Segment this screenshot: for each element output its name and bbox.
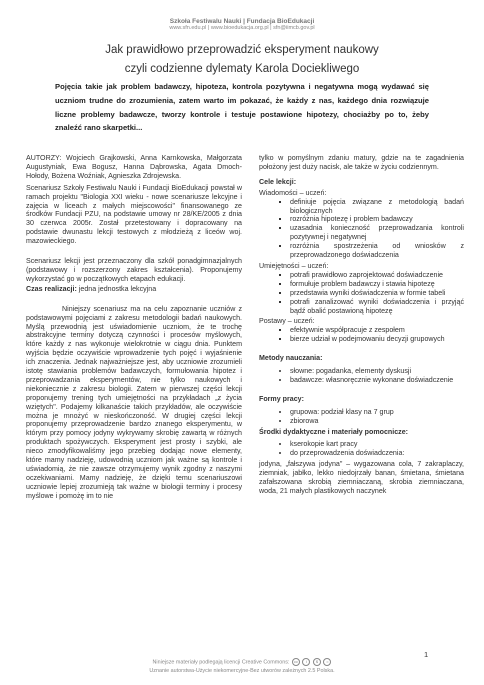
- attitudes-label: Postawy – uczeń:: [259, 317, 315, 326]
- materials-paragraph: jodyna, „fałszywa jodyna" – wygazowana cola, 7 zakraplaczy, ziemniak, jabłko, lekko niedojrzały banan, śmietana, śmietana zafałszowana skrobią ziemniaczaną, skrobia ziemniaczana, woda, 21 małych plastikowych naczynek: [259, 460, 464, 495]
- target-paragraph: [26, 257, 242, 284]
- header-links[interactable]: www.sfn.edu.pl | www.bioedukacja.org.pl | sfn@iimcb.gov.pl: [169, 25, 315, 31]
- list-item: • do przeprowadzenia doświadczenia:: [290, 449, 464, 458]
- page-header: [0, 18, 484, 32]
- list-item: ▪ formułuje problem badawczy i stawia hipotezę: [290, 280, 464, 289]
- body-paragraph: Niniejszy scenariusz ma na celu zapoznanie uczniów z podstawowymi pojęciami z zakresu metodologii badań naukowych. Myślą przewodnią jest uświadomienie uczniom, że te trochę abstrakcyjne terminy dotyczą czynności i procesów myślowych, które każdy z nas wykonuje wielokrotnie w ciągu dnia. Punktem wyjścia będzie oczywiście wprowadzenie tych pojęć i wyjaśnienie ich znaczenia. Jednak najważniejsze jest, aby uczniowie zrozumieli istotę stawiania problemów badawczych, formułowania hipotez i przeprowadzania eksperymentów, nie tylko naukowych i niekoniecznie z zakresu biologii. Zatem w pierwszej części lekcji proponujemy trening tych umiejętności na przykładach „z życia wziętych". Podajemy kilkanaście takich przykładów, ale oczywiście można je mnożyć w nieskończoność. W drugiej części lekcji proponujemy przeprowadzenie bardzo znanego eksperymentu, w którym przy pomocy jodyny wykrywamy skrobię zawartą w różnych produktach spożywczych. Eksperyment jest prosty i szybki, ale nieco zmodyfikowaliśmy jego przebieg dodając nowe elementy, które mamy nadzieję, udowodnią uczniom jak ważne są kontrole i uświadomią, że nie zawsze otrzymujemy wynik zgodny z naszymi oczekiwaniami. Mamy nadzieję, że dzięki temu scenariuszowi uczniowie lepiej zrozumieją tak ważne w biologii terminy i procesy myślowe i pomożę im to nie: [26, 304, 242, 500]
- list-item: ▪ bierze udział w podejmowaniu decyzji grupowych: [290, 335, 464, 344]
- license-line-1: [0, 658, 484, 667]
- intro-paragraph: tylko w pomyślnym zdaniu matury, gdzie na te zagadnienia położony jest duży nacisk, ale także w życiu codziennym.: [259, 154, 464, 171]
- aids-list: [259, 440, 464, 458]
- nd-icon: =: [323, 658, 331, 666]
- list-item: ▪ rozróżnia spostrzeżenia od wniosków z przeprowadzonego doświadczenia: [290, 242, 464, 260]
- list-item: • badawcze: własnoręcznie wykonane doświadczenie: [290, 376, 464, 385]
- license-line-2[interactable]: Uznanie autorstwa-Użycie niekomercyjne-Bez utworów zależnych 2.5 Polska.: [149, 667, 335, 674]
- methods-list: [259, 367, 464, 385]
- list-item: • słowne: pogadanka, elementy dyskusji: [290, 367, 464, 376]
- by-icon: i: [302, 658, 310, 666]
- nc-icon: $: [313, 658, 321, 666]
- forms-heading: Formy pracy:: [259, 394, 304, 403]
- page-number: 1: [424, 650, 429, 659]
- list-item: • grupowa: podział klasy na 7 grup: [290, 408, 464, 417]
- right-column: [259, 154, 464, 499]
- license-footer: [0, 658, 484, 675]
- target-text: Scenariusz lekcji jest przeznaczony dla szkół ponadgimnazjalnych (podstawowy i rozszerzony zakres kształcenia). Proponujemy wykorzystać go w początkowych etapach edukacji.: [26, 257, 242, 283]
- header-organization: Szkoła Festiwalu Nauki | Fundacja BioEdukacji: [169, 18, 315, 25]
- title-line-2: czyli codzienne dylematy Karola Dociekliwego: [124, 63, 360, 75]
- knowledge-label: Wiadomości – uczeń:: [259, 188, 327, 197]
- time-paragraph: [26, 285, 242, 294]
- list-item: ▪ rozróżnia hipotezę i problem badawczy: [290, 215, 464, 224]
- list-item: ▪ przedstawia wyniki doświadczenia w formie tabeli: [290, 289, 464, 298]
- methods-heading: Metody nauczania:: [259, 354, 323, 363]
- about-paragraph: Scenariusz Szkoły Festiwalu Nauki i Fundacji BioEdukacji powstał w ramach projektu "Biologia XXI wieku - nowe scenariusze lekcyjne i zajęcia w liceach z małych miejscowości" finansowanego ze środków Fundacji PZU, na podstawie umowy nr 28/KE/2005 z dnia 30 czerwca 2005r. Został przetestowany i dopracowany na podstawie dwunastu lekcji testowych z młodzieżą z liceów woj. mazowieckiego.: [26, 183, 242, 246]
- time-value: jedna jednostka lekcyjna: [76, 284, 157, 293]
- skills-list: [259, 271, 464, 316]
- goals-heading: Cele lekcji:: [259, 177, 297, 186]
- cc-icon: cc: [293, 659, 298, 664]
- list-item: ▪ potrafi prawidłowo zaprojektować doświadczenie: [290, 271, 464, 280]
- lead-paragraph: Pojęcia takie jak problem badawczy, hipoteza, kontrola pozytywna i negatywna mogą wydawać się uczniom trudne do zrozumienia, zatem warto im pokazać, że każdy z nas, każdego dnia rozwiązuje liczne problemy badawcze, tworzy kontrole i testuje postawione hipotezy, chociażby po to, żeby znaleźć rano skarpetki...: [55, 82, 429, 133]
- list-item: ▪ potrafi zanalizować wyniki doświadczenia i przyjąć bądź obalić postawioną hipotezę: [290, 298, 464, 316]
- list-item: ▪ uzasadnia konieczność przeprowadzania kontroli pozytywnej i negatywnej: [290, 224, 464, 242]
- title-line-1: Jak prawidłowo przeprowadzić eksperyment naukowy: [105, 44, 379, 56]
- time-label: Czas realizacji:: [26, 284, 77, 293]
- list-item: ▪ definiuje pojęcia związane z metodologią badań biologicznych: [290, 198, 464, 216]
- list-item: ▪ efektywnie współpracuje z zespołem: [290, 326, 464, 335]
- left-column: [26, 154, 242, 504]
- list-item: • kserokopie kart pracy: [290, 440, 464, 449]
- forms-list: [259, 408, 464, 426]
- attitudes-list: [259, 326, 464, 344]
- list-item: • zbiorowa: [290, 417, 464, 426]
- aids-heading: Środki dydaktyczne i materiały pomocnicze:: [259, 427, 409, 436]
- authors-paragraph: AUTORZY: Wojciech Grajkowski, Anna Karnkowska, Małgorzata Augustyniak, Ewa Bogusz, Hanna Dąbrowska, Agata Dmoch-Hołody, Bożena Woźniak, Agnieszka Zdrojewska.: [26, 154, 242, 180]
- license-text: Niniejsze materiały podlegają licencji Creative Commons:: [152, 659, 290, 666]
- knowledge-list: [259, 198, 464, 260]
- skills-label: Umiejętności – uczeń:: [259, 261, 329, 270]
- document-title: [0, 41, 484, 79]
